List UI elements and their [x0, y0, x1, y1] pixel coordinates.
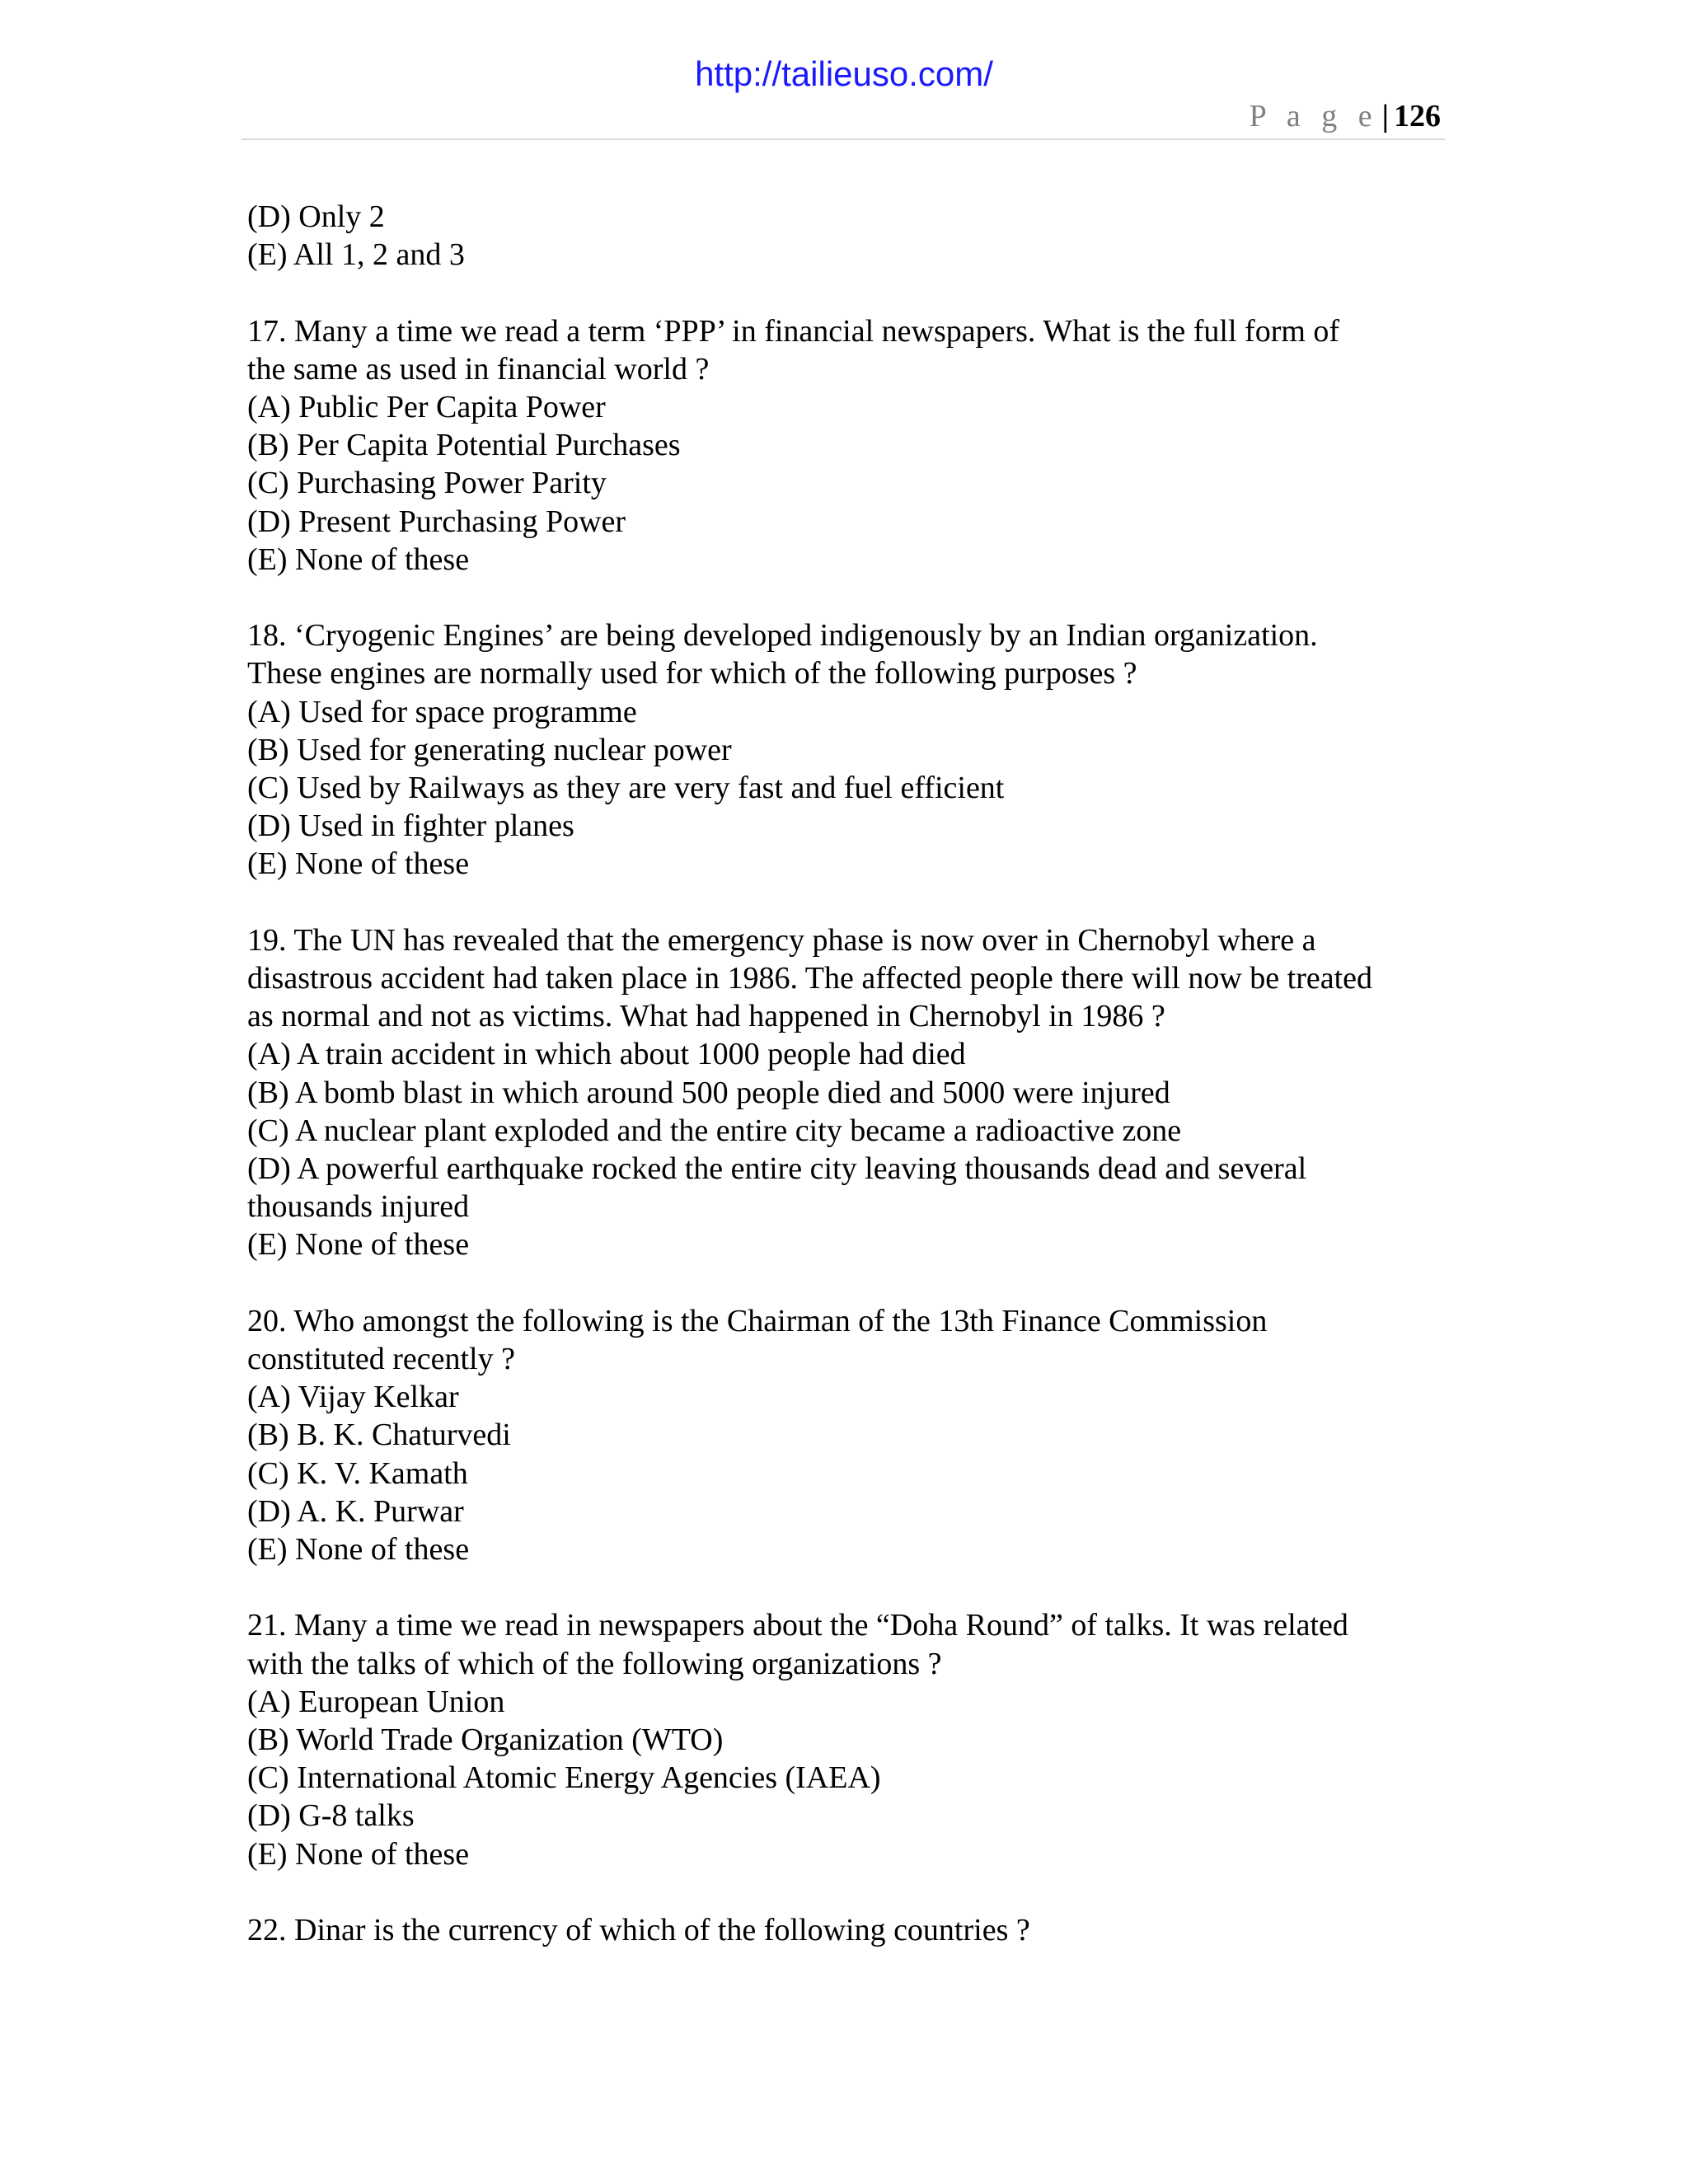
question-text-line: as normal and not as victims. What had happened in Chernobyl in 1986 ? — [247, 999, 1165, 1034]
option-line: (D) Present Purchasing Power — [247, 504, 626, 539]
option-line: (D) A powerful earthquake rocked the entire city leaving thousands dead and several — [247, 1151, 1307, 1187]
option-line: (C) K. V. Kamath — [247, 1455, 468, 1491]
option-line: (B) B. K. Chaturvedi — [247, 1418, 511, 1453]
option-line: (E) None of these — [247, 846, 470, 882]
option-line: (D) G-8 talks — [247, 1798, 415, 1834]
option-line: (C) Purchasing Power Parity — [247, 466, 607, 501]
option-line: (C) International Atomic Energy Agencies (IAEA) — [247, 1760, 881, 1796]
question-17 — [247, 312, 1451, 579]
option-line: (A) European Union — [247, 1684, 505, 1719]
question-text-line: the same as used in financial world ? — [247, 351, 710, 387]
question-text-line: 17. Many a time we read a term ‘PPP’ in financial newspapers. What is the full form of — [247, 313, 1340, 349]
question-text-line: 20. Who amongst the following is the Chairman of the 13th Finance Commission — [247, 1303, 1268, 1338]
option-line: (C) A nuclear plant exploded and the entire city became a radioactive zone — [247, 1113, 1182, 1148]
question-text-line: These engines are normally used for which of the following purposes ? — [247, 656, 1137, 691]
page-word: P a g e — [1249, 99, 1379, 134]
option-line: (A) Used for space programme — [247, 694, 637, 729]
page-number-label — [1250, 97, 1441, 135]
option-line: (A) Public Per Capita Power — [247, 390, 606, 424]
option-line: (B) Used for generating nuclear power — [247, 732, 732, 767]
option-line: (B) World Trade Organization (WTO) — [247, 1722, 724, 1758]
option-line: (E) None of these — [247, 1836, 470, 1872]
option-line: (B) Per Capita Potential Purchases — [247, 428, 681, 463]
question-text-line: 21. Many a time we read in newspapers about the “Doha Round” of talks. It was related — [247, 1608, 1348, 1643]
option-line: (D) Only 2 — [247, 199, 385, 234]
page-number: 126 — [1394, 99, 1441, 134]
question-19 — [247, 921, 1451, 1264]
header-url-link[interactable]: http://tailieuso.com/ — [695, 54, 993, 93]
header-divider — [241, 138, 1445, 140]
option-line: (E) None of these — [247, 1227, 470, 1263]
option-line: (A) A train accident in which about 1000 people had died — [247, 1037, 966, 1072]
option-line: thousands injured — [247, 1189, 470, 1225]
option-line: (A) Vijay Kelkar — [247, 1380, 459, 1415]
option-line: (E) All 1, 2 and 3 — [247, 237, 465, 273]
question-text-line: disastrous accident had taken place in 1986. The affected people there will now be treated — [247, 961, 1373, 996]
document-body — [247, 198, 1451, 1949]
question-text-line: 18. ‘Cryogenic Engines’ are being developed indigenously by an Indian organization. — [247, 618, 1318, 654]
question-text-line: 22. Dinar is the currency of which of the following countries ? — [247, 1913, 1030, 1948]
question-text-line: 19. The UN has revealed that the emergency phase is now over in Chernobyl where a — [247, 922, 1316, 958]
option-line: (D) Used in fighter planes — [247, 808, 574, 844]
question-text-line: constituted recently ? — [247, 1342, 515, 1377]
question-text-line: with the talks of which of the following organizations ? — [247, 1646, 942, 1681]
option-line: (E) None of these — [247, 541, 470, 577]
question-22 — [247, 1911, 1451, 1949]
question-21 — [247, 1606, 1451, 1872]
continuation-options — [247, 198, 1451, 274]
question-20 — [247, 1302, 1451, 1568]
page-separator: | — [1381, 99, 1389, 134]
option-line: (D) A. K. Purwar — [247, 1493, 464, 1529]
option-line: (C) Used by Railways as they are very fast and fuel efficient — [247, 771, 1005, 806]
question-18 — [247, 616, 1451, 883]
option-line: (E) None of these — [247, 1532, 470, 1568]
option-line: (B) A bomb blast in which around 500 people died and 5000 were injured — [247, 1075, 1170, 1110]
